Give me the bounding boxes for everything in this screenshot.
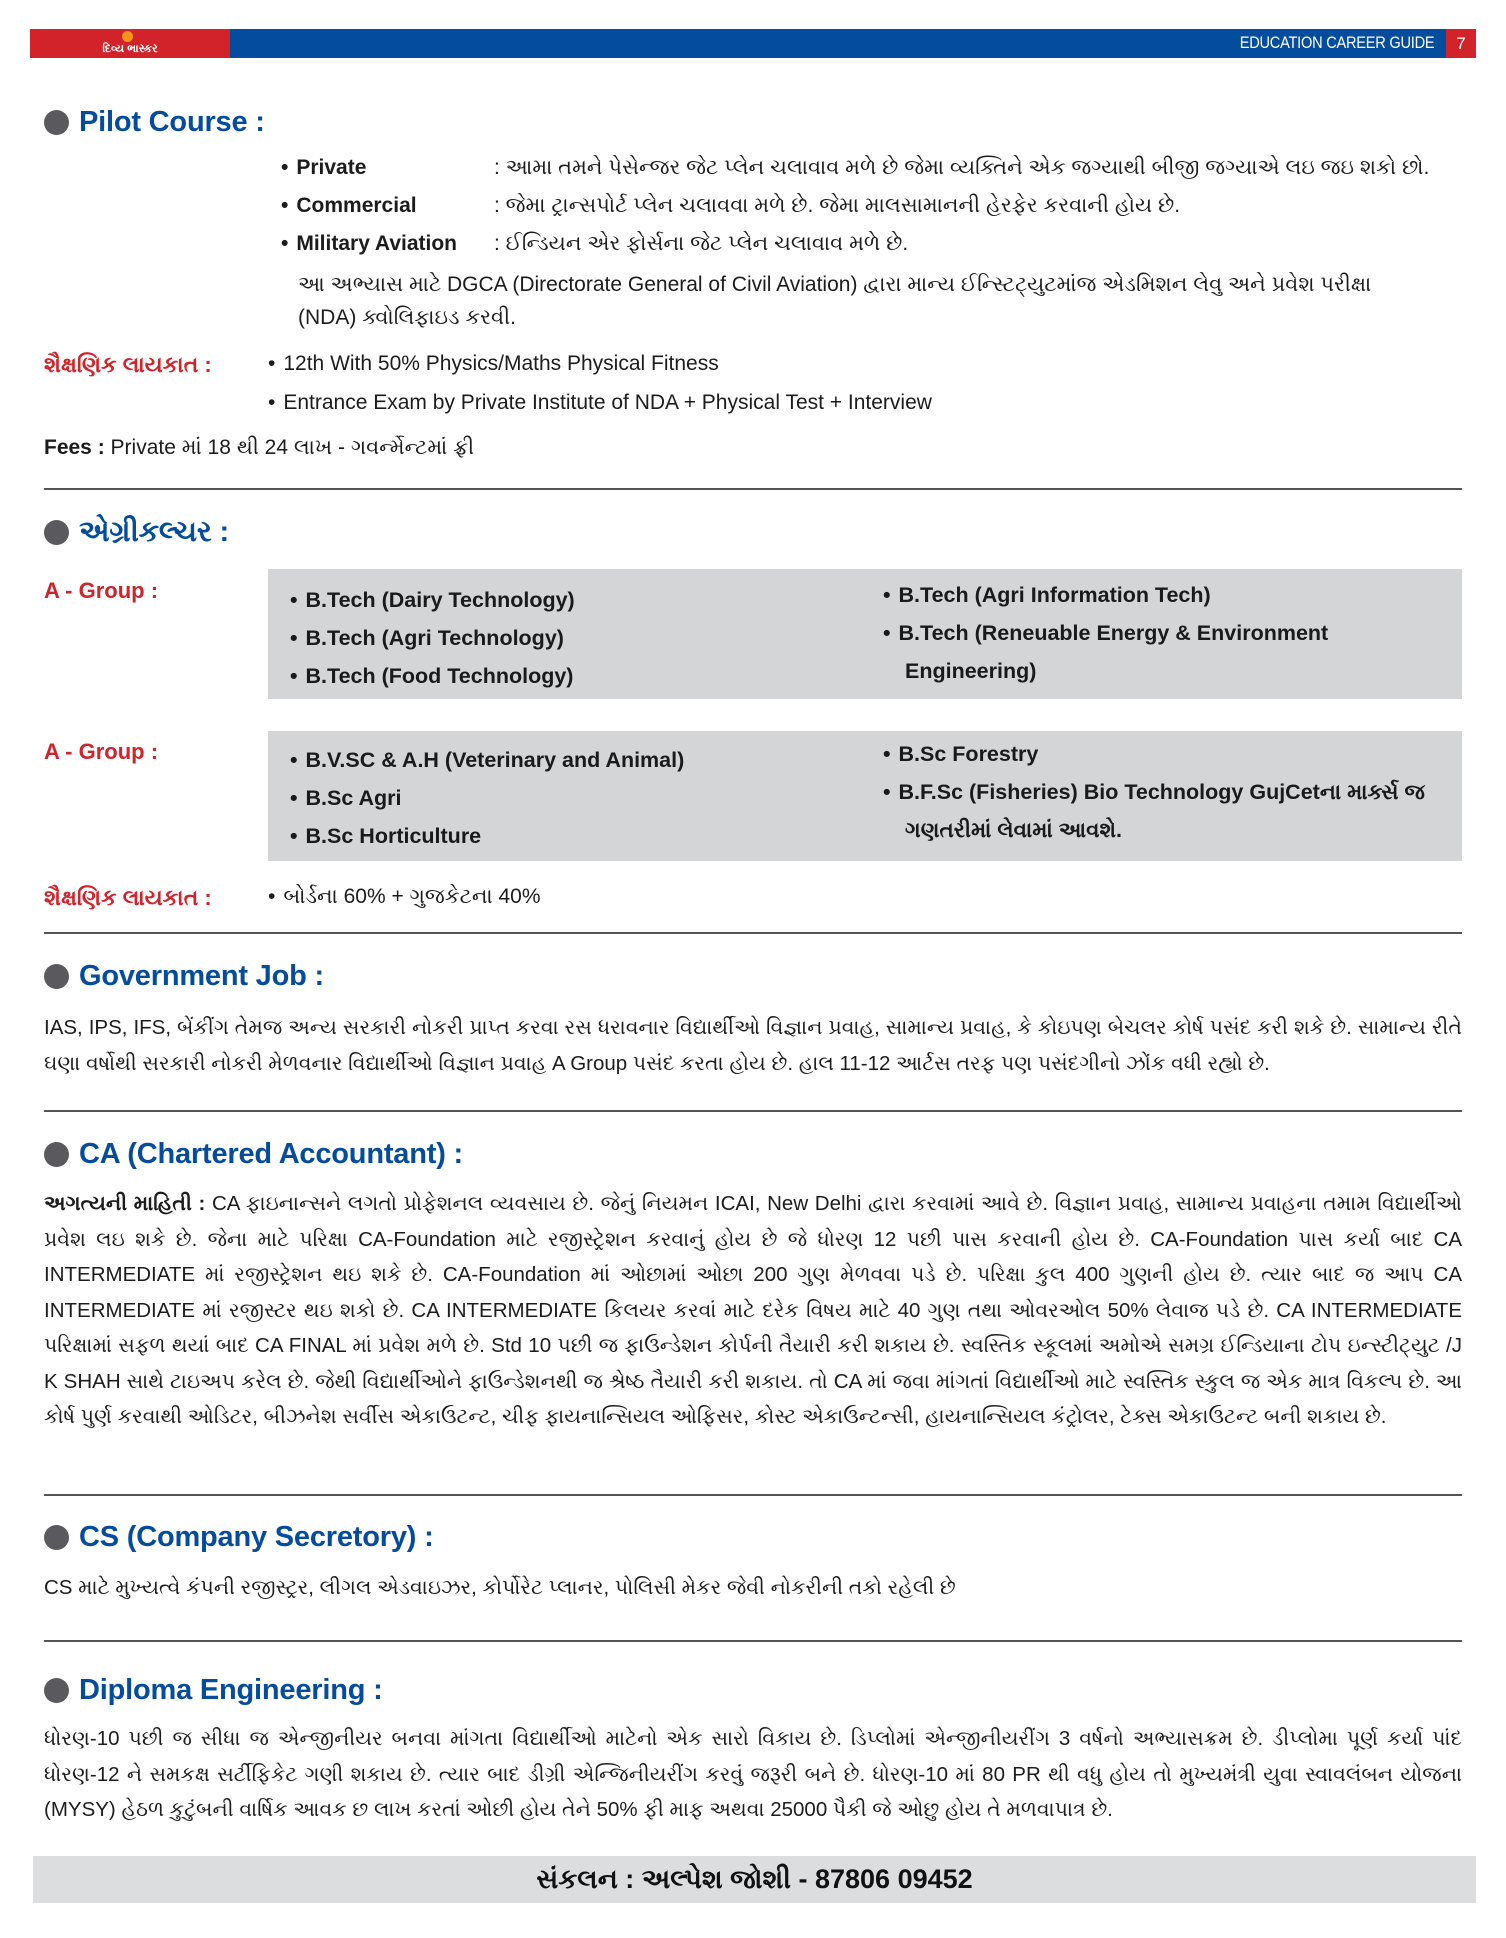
header-bar [30, 29, 1476, 58]
course-item: • B.Tech (Food Technology) [290, 657, 575, 695]
section-heading-government [44, 960, 324, 993]
section-heading-diploma [44, 1674, 383, 1707]
cs-paragraph: CS માટે મુખ્યત્વે કંપની રજીસ્ટ્રર, લીગલ એડવાઇઝર, કોર્પોરેટ પ્લાનર, પોલિસી મેકર જેવી નોકરીની તકો રહેલી છે [44, 1576, 956, 1599]
brand-name: દિવ્ય ભાસ્કર [102, 43, 158, 55]
courses-left-column [290, 581, 575, 695]
qualification-item: • Entrance Exam by Private Institute of NDA + Physical Test + Interview [268, 387, 932, 419]
course-item: • B.Tech (Reneuable Energy & Environment [883, 614, 1328, 652]
bullet-dot-icon [44, 520, 69, 545]
qualification-item: • 12th With 50% Physics/Maths Physical Fitness [268, 348, 719, 380]
course-item: • B.F.Sc (Fisheries) Bio Technology GujCetના માર્ક્સ જ [883, 773, 1425, 811]
ca-text: CA ફાઇનાન્સને લગતો પ્રોફેશનલ વ્યવસાય છે. જેનું નિયમન ICAI, New Delhi દ્વારા કરવામાં આવે છે. વિજ્ઞાન પ્રવાહ, સામાન્ય પ્રવાહના તમામ વિદ્યાર્થીઓ પ્રવેશ લઇ શકે છે. જેના માટે પરિક્ષા CA-Foundation માટે રજીસ્ટ્રેશન કરવાનું હોય છે જે ધોરણ 12 પછી પાસ કરવાની હોય છે. CA-Foundation પાસ કર્યા બાદ CA INTERMEDIATE માં રજીસ્ટ્રેશન થઇ શકે છે. CA-Foundation માં ઓછામાં ઓછા 200 ગુણ મેળવવા પડે છે. પરિક્ષા કુલ 400 ગુણની હોય છે. ત્યાર બાદ જ આપ CA INTERMEDIATE માં રજીસ્ટર થઇ શકો છે. CA INTERMEDIATE કિલયર કરવાં માટે દરેક વિષય માટે 40 ગુણ તથા ઓવરઓલ 50% લેવાજ પડે છે. CA INTERMEDIATE પરિક્ષામાં સફળ થયાં બાદ CA FINAL માં પ્રવેશ મળે છે. Std 10 પછી જ ફાઉન્ડેશન કોર્પની તૈયારી કરી શકાય છે. સ્વસ્તિક સ્કૂલમાં અમોએ સમગ્ર ઈન્ડિયાના ટોપ ઇન્સ્ટીટ્યુટ /J K SHAH સાથે ટાઇઅપ કરેલ છે. જેથી વિદ્યાર્થીઓને ફાઉન્ડેશનથી જ શ્રેષ્ઠ તૈયારી કરી શકાય. તો CA માં જવા માંગતાં વિદ્યાર્થીઓ માટે સ્વસ્તિક સ્કુલ જ એક માત્ર વિકલ્પ છે. આ કોર્ષ પુર્ણ કરવાથી ઓડિટર, બીઝનેશ સર્વીસ એકાઉટન્ટ, ચીફ ફાયનાન્સિયલ ઓફિસર, કોસ્ટ એકાઉન્ટન્સી, હાયનાન્સિયલ કંટ્રોલર, ટેક્સ એકાઉટન્ટ બની શકાય છે. [44, 1192, 1462, 1428]
course-item-continued: Engineering) [905, 659, 1037, 683]
divider [44, 1494, 1462, 1496]
course-item: • B.Tech (Dairy Technology) [290, 581, 575, 619]
course-item: • B.Tech (Agri Information Tech) [883, 576, 1328, 614]
section-heading-ca [44, 1138, 463, 1171]
diploma-paragraph: ધોરણ-10 પછી જ સીધા જ એન્જીનીયર બનવા માંગતા વિદ્યાર્થીઓ માટેનો એક સારો વિકાય છે. ડિપ્લોમાં એન્જીનીયરીંગ 3 વર્ષનો અભ્યાસક્રમ છે. ડીપ્લોમા પૂર્ણ કર્યા પાંદ ધોરણ-12 ને સમકક્ષ સર્ટીફિકેટ ગણી શકાય છે. ત્યાર બાદ ડીગ્રી એન્જિનીયરીંગ કરવું જરૂરી બને છે. ધોરણ-10 માં 80 PR થી વધુ હોય તો મુખ્યમંત્રી યુવા સ્વાવલંબન યોજના (MYSY) હેઠળ કુટુંબની વાર્ષિક આવક છ લાખ કરતાં ઓછી હોય તેને 50% ફી માફ અથવા 25000 પૈકી જે ઓછુ હોય તે મળવાપાત્ર છે. [44, 1727, 1462, 1821]
fees-line [44, 432, 474, 464]
government-paragraph: IAS, IPS, IFS, બેંકીંગ તેમજ અન્ય સરકારી નોકરી પ્રાપ્ત કરવા રસ ધરાવનાર વિદ્યાર્થીઓ વિજ્ઞાન પ્રવાહ, સામાન્ય પ્રવાહ, કે કોઇપણ બેચલર કોર્ષ પસંદ કરી શકે છે. સામાન્ય રીતે ઘણા વર્ષોથી સરકારી નોકરી મેળવનાર વિદ્યાર્થીઓ વિજ્ઞાન પ્રવાહ A Group પસંદ કરતા હોય છે. હાલ 11-12 આર્ટસ તરફ પણ પસંદગીનો ઝોંક વધી રહ્યો છે. [44, 1016, 1462, 1075]
pilot-item-text: : જેમા ટ્રાન્સપોર્ટ પ્લેન ચલાવવા મળે છે. જેમા માલસામાનની હેરફેર કરવાની હોય છે. [494, 194, 1181, 217]
brand-logo [30, 29, 230, 58]
publication-title: EDUCATION CAREER GUIDE [1239, 33, 1434, 52]
group-courses-box [268, 731, 1462, 861]
pilot-item-text: : આમા તમને પેસેન્જર જેટ પ્લેન ચલાવાવ મળે છે જેમા વ્યક્તિને એક જગ્યાથી બીજી જગ્યાએ લઇ જઇ શકો છો. [494, 156, 1430, 179]
ca-lead-label: અગત્યની માહિતી : [44, 1192, 206, 1215]
course-item: • B.V.SC & A.H (Veterinary and Animal) [290, 741, 684, 779]
heading-text: Diploma Engineering : [79, 1674, 383, 1706]
divider [44, 1640, 1462, 1642]
course-item: • B.Sc Agri [290, 779, 684, 817]
courses-right-column [883, 576, 1328, 690]
section-heading-pilot [44, 106, 265, 139]
courses-right-column [883, 735, 1425, 849]
qualification-label: શૈક્ષણિક લાયકાત : [44, 885, 212, 910]
course-item: • B.Sc Forestry [883, 735, 1425, 773]
heading-text: Pilot Course : [79, 106, 265, 138]
bullet-dot-icon [44, 964, 69, 989]
divider [44, 932, 1462, 934]
pilot-item-text: : ઈન્ડિયન એર ફોર્સના જેટ પ્લેન ચલાવાવ મળે છે. [494, 232, 909, 255]
section-heading-agriculture [44, 516, 229, 549]
qualification-label: શૈક્ષણિક લાયકાત : [44, 352, 212, 377]
compiled-by-footer: સંકલન : અલ્પેશ જોશી - 87806 09452 [33, 1856, 1476, 1903]
group-label: A - Group : [44, 739, 159, 764]
course-item: • B.Sc Horticulture [290, 817, 684, 855]
bullet-dot-icon [44, 110, 69, 135]
bullet-dot-icon [44, 1678, 69, 1703]
heading-text: CA (Chartered Accountant) : [79, 1138, 463, 1170]
course-item-continued: ગણતરીમાં લેવામાં આવશે. [905, 818, 1123, 842]
heading-text: એગ્રીકલ્ચર : [79, 516, 229, 548]
divider [44, 1110, 1462, 1112]
bullet-dot-icon [44, 1142, 69, 1167]
pilot-item-label: • Military Aviation [281, 228, 457, 260]
group-courses-box [268, 569, 1462, 699]
courses-left-column [290, 741, 684, 855]
heading-text: Government Job : [79, 960, 324, 992]
fees-label: Fees : [44, 436, 105, 459]
fees-text: Private માં 18 થી 24 લાખ - ગવર્ન્મેન્ટમાં ફ્રી [110, 436, 475, 459]
divider [44, 488, 1462, 490]
heading-text: CS (Company Secretory) : [79, 1521, 434, 1553]
pilot-note: (NDA) ક્વોલિફાઇડ કરવી. [298, 306, 516, 329]
qualification-item: • બોર્ડના 60% + ગુજકેટના 40% [268, 881, 541, 913]
sun-icon [122, 31, 133, 42]
group-label: A - Group : [44, 578, 159, 603]
course-item: • B.Tech (Agri Technology) [290, 619, 575, 657]
pilot-note: આ અભ્યાસ માટે DGCA (Directorate General of Civil Aviation) દ્વારા માન્ય ઈન્સ્ટિટ્યુટમાંજ એડમિશન લેવુ અને પ્રવેશ પરીક્ષા [298, 273, 1372, 296]
page-number: 7 [1446, 29, 1476, 58]
bullet-dot-icon [44, 1525, 69, 1550]
pilot-item-label: • Private [281, 152, 366, 184]
pilot-item-label: • Commercial [281, 190, 417, 222]
section-heading-cs [44, 1521, 434, 1554]
ca-paragraph [44, 1186, 1462, 1435]
